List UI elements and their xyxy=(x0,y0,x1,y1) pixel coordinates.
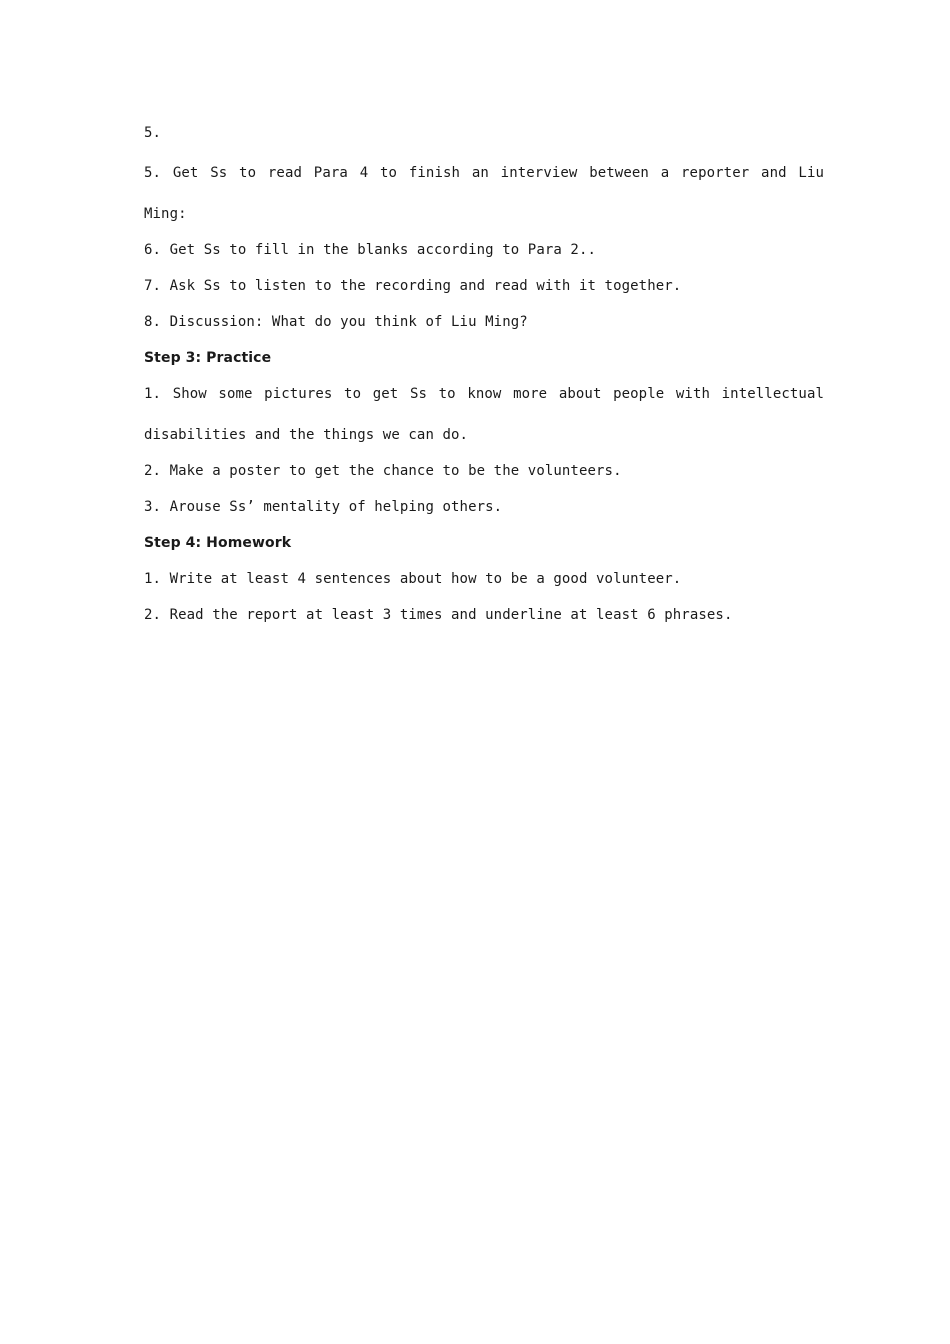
list-item: 5. Get Ss to read Para 4 to finish an interview between a reporter and Liu xyxy=(144,165,824,181)
list-item-number: 5. xyxy=(144,125,162,141)
list-item-continuation: Ming: xyxy=(144,206,187,222)
list-item: 7. Ask Ss to listen to the recording and read with it together. xyxy=(144,278,682,294)
list-item: 2. Make a poster to get the chance to be the volunteers. xyxy=(144,463,622,479)
list-item: 1. Write at least 4 sentences about how to be a good volunteer. xyxy=(144,571,682,587)
list-item: 3. Arouse Ss’ mentality of helping others. xyxy=(144,499,503,515)
list-item: 8. Discussion: What do you think of Liu Ming? xyxy=(144,314,528,330)
section-heading-step3: Step 3: Practice xyxy=(144,350,272,366)
list-item: 6. Get Ss to fill in the blanks according to Para 2.. xyxy=(144,242,597,258)
list-item: 1. Show some pictures to get Ss to know more about people with intellectual xyxy=(144,386,824,402)
section-heading-step4: Step 4: Homework xyxy=(144,535,292,551)
list-item-continuation: disabilities and the things we can do. xyxy=(144,427,469,443)
list-item: 2. Read the report at least 3 times and underline at least 6 phrases. xyxy=(144,607,733,623)
